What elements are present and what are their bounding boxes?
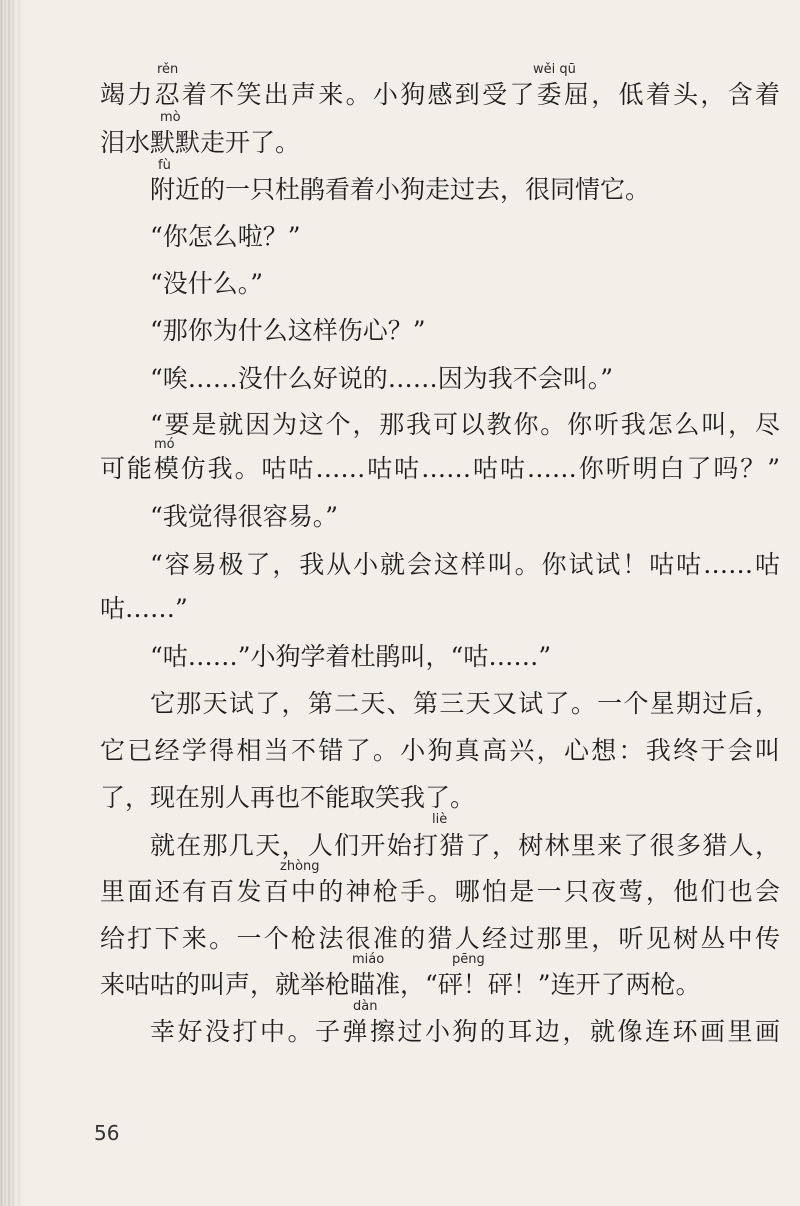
text-line: 了，现在别人再也不能取笑我了。 <box>100 783 476 812</box>
text-line: “容易极了，我从小就会这样叫。你试试！咕咕……咕 <box>150 550 780 579</box>
text-line: 它那天试了，第二天、第三天又试了。一个星期过后， <box>150 689 780 718</box>
pinyin-weiqu: wěi qū <box>533 62 576 77</box>
page-number: 56 <box>94 1121 120 1145</box>
text-line: 就在那几天，人们开始打猎了，树林里来了很多猎人， <box>150 831 780 860</box>
text-line: 它已经学得相当不错了。小狗真高兴，心想：我终于会叫 <box>100 736 780 765</box>
text-line: “那你为什么这样伤心？” <box>150 316 426 345</box>
text-line: 来咕咕的叫声，就举枪瞄准，“砰！砰！”连开了两枪。 <box>100 970 701 999</box>
text-line: 咕……” <box>100 594 188 623</box>
pinyin-ren: rěn <box>157 62 179 77</box>
text-line: 幸好没打中。子弹擦过小狗的耳边，就像连环画里画 <box>150 1017 780 1046</box>
pinyin-dan: dàn <box>353 999 378 1014</box>
text-line: “你怎么啦？” <box>150 222 301 251</box>
pinyin-mo-silent: mò <box>160 110 181 125</box>
pinyin-fu: fù <box>158 158 171 173</box>
text-line: “要是就因为这个，那我可以教你。你听我怎么叫，尽 <box>150 410 780 439</box>
pinyin-peng: pēng <box>452 952 485 967</box>
text-line: 泪水默默走开了。 <box>100 128 301 157</box>
text-line: “咕……”小狗学着杜鹃叫，“咕……” <box>150 642 552 671</box>
text-line: 给打下来。一个枪法很准的猎人经过那里，听见树丛中传 <box>100 924 780 953</box>
text-line: 可能模仿我。咕咕……咕咕……咕咕……你听明白了吗？” <box>100 454 780 483</box>
pinyin-miao: miáo <box>352 952 385 967</box>
text-line: 附近的一只杜鹃看着小狗走过去，很同情它。 <box>150 175 651 204</box>
text-line: “我觉得很容易。” <box>150 502 339 531</box>
text-line: 里面还有百发百中的神枪手。哪怕是一只夜莺，他们也会 <box>100 877 780 906</box>
pinyin-zhong: zhòng <box>280 859 320 874</box>
pinyin-mo-imitate: mó <box>154 437 175 452</box>
pinyin-lie: liè <box>432 812 448 827</box>
text-line: “没什么。” <box>150 269 264 298</box>
text-line: “唉……没什么好说的……因为我不会叫。” <box>150 364 614 393</box>
text-line: 竭力忍着不笑出声来。小狗感到受了委屈，低着头，含着 <box>100 80 780 109</box>
